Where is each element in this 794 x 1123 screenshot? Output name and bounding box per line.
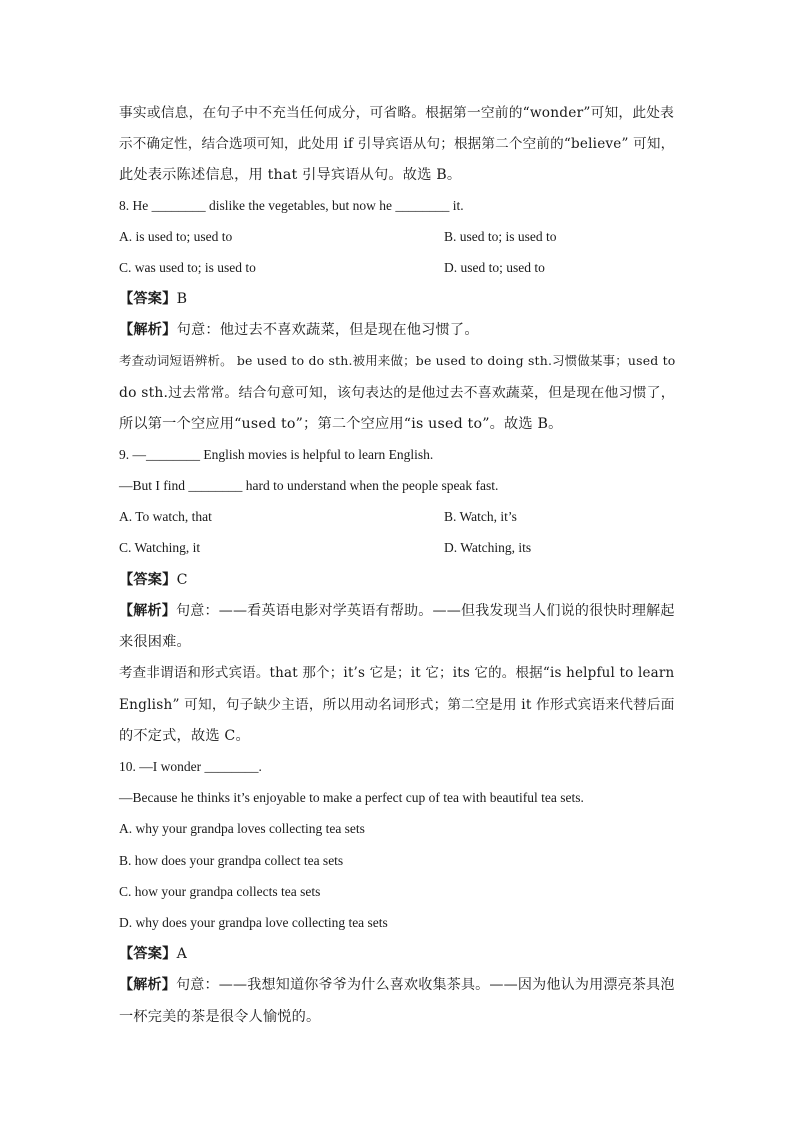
q9-analysis-line-5: 的不定式，故选 C。 — [119, 728, 250, 744]
q9-stem-line-1: 9. —________ English movies is helpful to learn English. — [119, 447, 434, 462]
q10-option-c: C. how your grandpa collects tea sets — [119, 884, 321, 899]
q9-analysis-line-2: 来很困难。 — [119, 634, 191, 650]
q9-answer-tag: 【答案】 — [119, 572, 177, 588]
prev-explanation-line-2: 示不确定性，结合选项可知，此处用 if 引导宾语从句；根据第二个空前的“believe” 可知， — [119, 136, 675, 152]
q9-option-a: A. To watch, that — [119, 509, 212, 524]
q10-analysis-tag: 【解析】 — [119, 977, 176, 993]
q10-analysis-line-1 — [119, 976, 675, 994]
q10-answer-tag: 【答案】 — [119, 946, 177, 962]
q9-answer: C — [176, 572, 188, 588]
q8-option-d: D. used to; used to — [444, 260, 545, 275]
q10-analysis-text-1: 句意：——我想知道你爷爷为什么喜欢收集茶具。——因为他认为用漂亮茶具泡 — [176, 977, 675, 993]
q9-analysis-line-1 — [119, 602, 675, 620]
q10-option-a: A. why your grandpa loves collecting tea sets — [119, 821, 365, 836]
q8-answer-tag: 【答案】 — [119, 291, 177, 307]
prev-explanation-line-1: 事实或信息，在句子中不充当任何成分，可省略。根据第一空前的“wonder”可知，此处表 — [119, 105, 675, 121]
q8-analysis-line-4: 所以第一个空应用“used to”；第二个空应用“is used to”。故选 B。 — [119, 416, 563, 432]
q10-answer: A — [176, 946, 188, 962]
q8-analysis-line-3: do sth.过去常常。结合句意可知，该句表达的是他过去不喜欢蔬菜，但是现在他习惯了， — [119, 385, 675, 401]
q8-stem: 8. He ________ dislike the vegetables, but now he ________ it. — [119, 198, 464, 213]
q9-analysis-line-4: English” 可知，句子缺少主语，所以用动名词形式；第二空是用 it 作形式宾语来代替后面 — [119, 697, 675, 713]
q10-option-b: B. how does your grandpa collect tea sets — [119, 853, 344, 868]
q8-analysis-line-2: 考查动词短语辨析。 be used to do sth.被用来做；be used to doing sth.习惯做某事；used to — [119, 353, 676, 368]
q9-analysis-tag: 【解析】 — [119, 603, 176, 619]
q9-analysis-text-1: 句意：——看英语电影对学英语有帮助。——但我发现当人们说的很快时理解起 — [176, 603, 675, 619]
q10-stem-line-2: —Because he thinks it’s enjoyable to make a perfect cup of tea with beautiful tea sets. — [119, 790, 584, 805]
q9-option-d: D. Watching, its — [444, 540, 532, 555]
q9-answer-line — [119, 571, 188, 589]
q8-analysis-tag: 【解析】 — [119, 322, 177, 338]
q8-analysis-line-1 — [119, 321, 479, 339]
q10-analysis-line-2: 一杯完美的茶是很令人愉悦的。 — [119, 1009, 321, 1025]
q9-analysis-line-3: 考查非谓语和形式宾语。that 那个；it’s 它是；it 它；its 它的。根据“is helpful to learn — [119, 665, 675, 681]
q9-stem-line-2: —But I find ________ hard to understand when the people speak fast. — [119, 478, 499, 493]
q10-answer-line — [119, 945, 187, 963]
q9-option-c: C. Watching, it — [119, 540, 201, 555]
q8-answer-line — [119, 290, 187, 308]
q8-analysis-text-1: 句意：他过去不喜欢蔬菜，但是现在他习惯了。 — [176, 322, 479, 338]
q9-option-b: B. Watch, it’s — [444, 509, 517, 524]
q10-stem-line-1: 10. —I wonder ________. — [119, 759, 262, 774]
q8-option-c: C. was used to; is used to — [119, 260, 256, 275]
q10-option-d: D. why does your grandpa love collecting tea sets — [119, 915, 388, 930]
q8-option-a: A. is used to; used to — [119, 229, 233, 244]
q8-option-b: B. used to; is used to — [444, 229, 557, 244]
q8-answer: B — [176, 291, 188, 307]
prev-explanation-line-3: 此处表示陈述信息，用 that 引导宾语从句。故选 B。 — [119, 167, 462, 183]
